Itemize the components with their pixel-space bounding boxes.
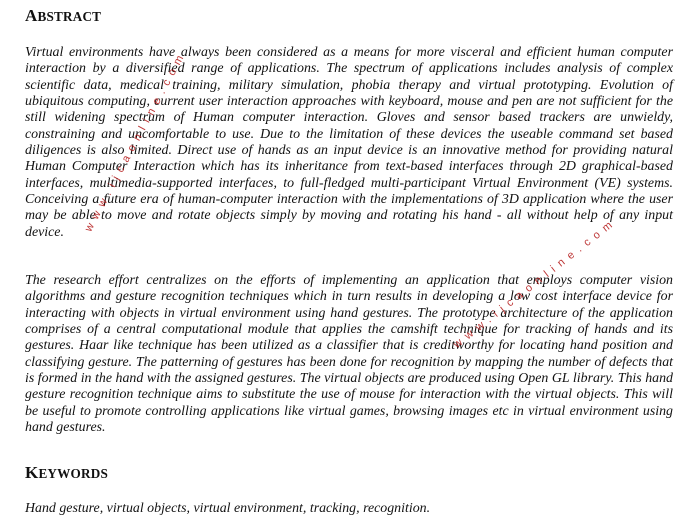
- abstract-paragraph-2: The research effort centralizes on the efforts of implementing an application that employs computer vision algorithms and gesture recognition techniques which in turn results in developing a low cost interface device for interacting with objects in virtual environment using hand gestures. The prototype architecture of the application comprises of a central computational module that applies the camshift technique for tracking of hands and its gestures. Haar like technique has been utilized as a classifier that is creditworthy for locating hand position and classifying gesture. The patterning of gestures has been done for recognition by mapping the number of defects that is formed in the hand with the assigned gestures. The virtual objects are produced using Open GL library. This hand gesture recognition technique aims to substitute the use of mouse for interaction with the virtual objects. This will be useful to promote controlling applications like virtual games, browsing images etc in virtual environment using hand gestures.: [25, 273, 673, 436]
- abstract-heading: [25, 6, 101, 26]
- abstract-heading-initial: A: [25, 6, 38, 25]
- watermark: www.ijcaonline.com: [82, 48, 190, 234]
- abstract-heading-rest: BSTRACT: [37, 9, 102, 24]
- watermark: www.ijcaonline.com: [451, 215, 620, 351]
- abstract-paragraph-1: Virtual environments have always been considered as a means for more visceral and efficient human computer interaction by a diversified range of applications. The spectrum of applications includes analysis of complex scientific data, medical training, military simulation, phobia therapy and virtual prototyping. Evolution of ubiquitous computing, current user interaction approaches with keyboard, mouse and pen are not sufficient for the still widening spectrum of Human computer interaction. Gloves and sensor based trackers are unwieldy, constraining and uncomfortable to use. Due to the limitation of these devices the useable command set based diligences is also limited. Direct use of hands as an input device is an innovative method for providing natural Human Computer Interaction which has its inheritance from text-based interfaces through 2D graphical-based interfaces, multimedia-supported interfaces, to full-fledged multi-participant Virtual Environment (VE) systems. Conceiving a future era of human-computer interaction with the implementations of 3D application where the user may be able to move and rotate objects simply by moving and rotating his hand - all without help of any input device.: [25, 45, 673, 240]
- keywords-text: Hand gesture, virtual objects, virtual environment, tracking, recognition.: [25, 501, 431, 516]
- keywords-heading-rest: EYWORDS: [38, 466, 108, 481]
- keywords-heading-initial: K: [25, 463, 39, 482]
- keywords-heading: [25, 463, 108, 483]
